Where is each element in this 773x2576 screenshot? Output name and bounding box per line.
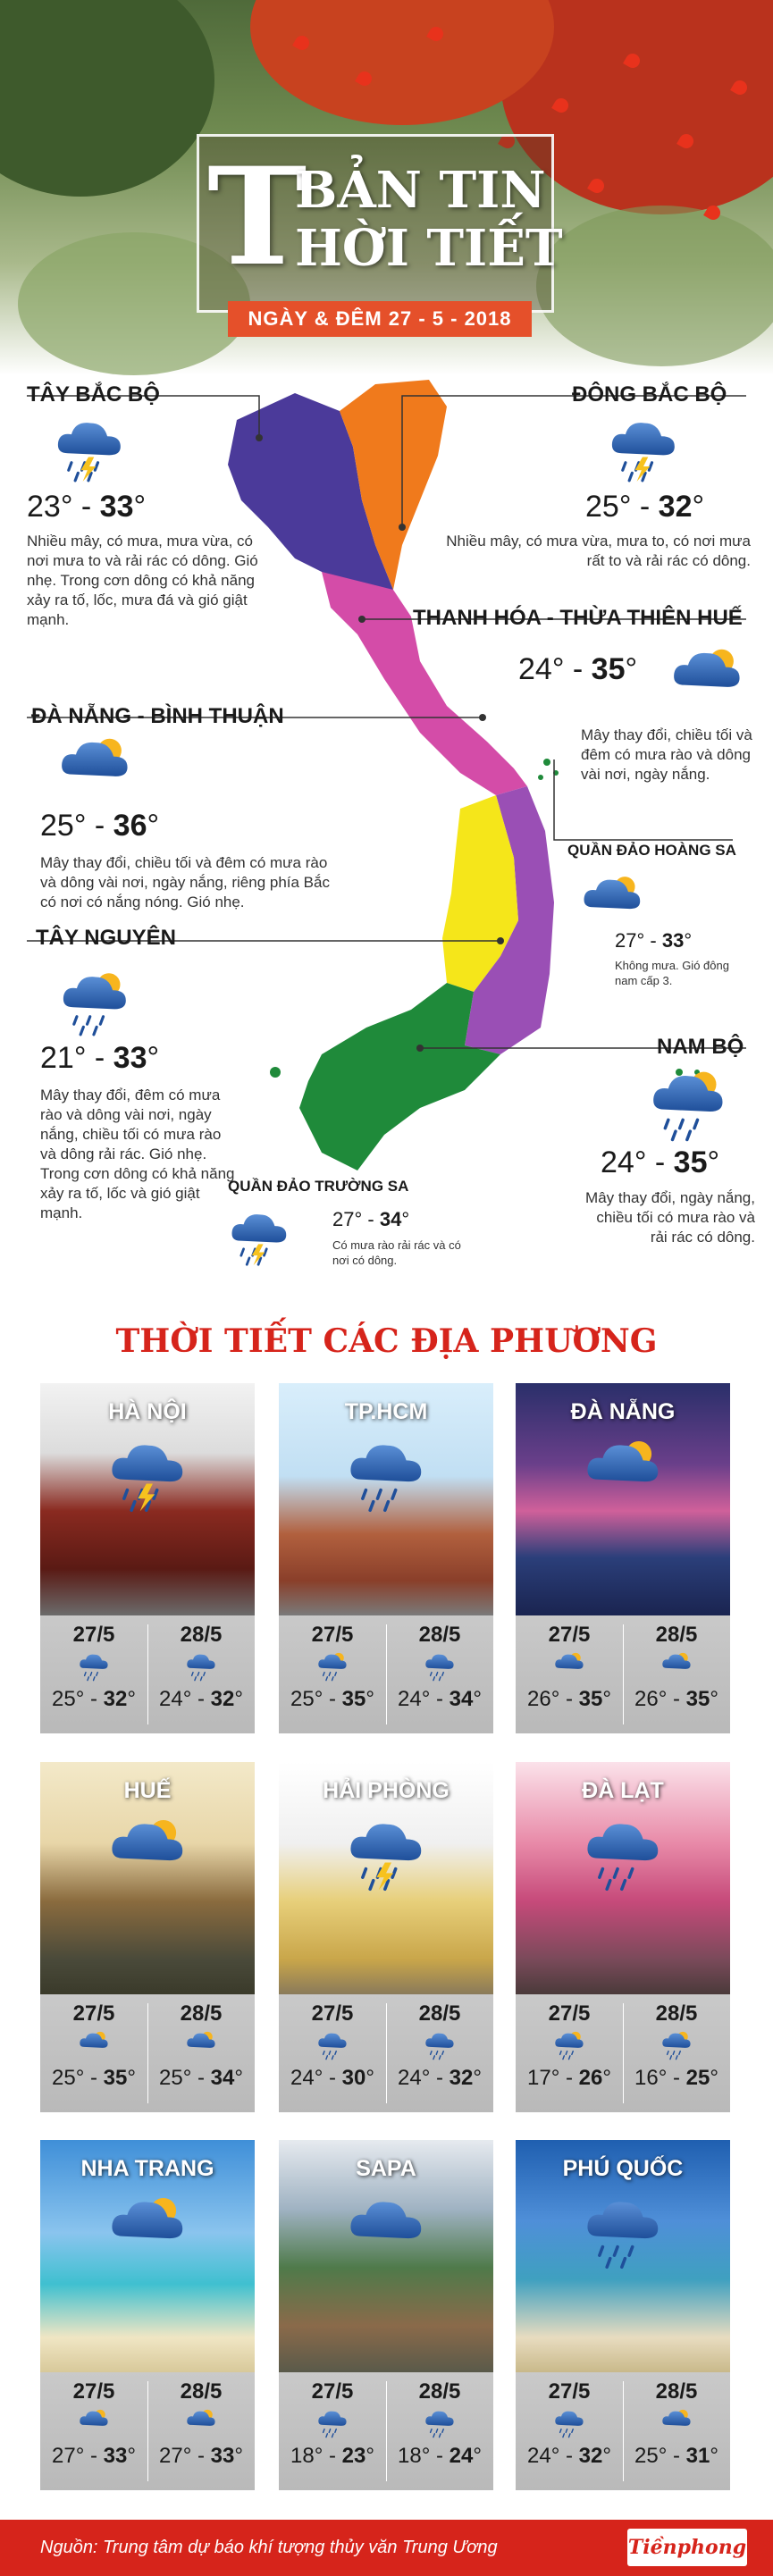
- forecast-day: [40, 2379, 147, 2469]
- forecast-date: 27/5: [311, 1623, 354, 1647]
- forecast-day: [516, 1623, 623, 1712]
- city-name: SAPA: [356, 2156, 416, 2181]
- forecast-panel: [516, 1994, 730, 2112]
- forecast-day: [623, 2001, 730, 2091]
- city-name: TP.HCM: [344, 1399, 428, 1424]
- desc-truong-sa: Có mưa rào rải rác và có nơi có dông.: [332, 1238, 461, 1267]
- title-line-1: BẢN TIN: [295, 161, 546, 220]
- forecast-icon-holder: [183, 2408, 219, 2438]
- temp-truong-sa: 27° - 34°: [332, 1208, 410, 1230]
- rain-cloud-icon: [315, 2030, 350, 2060]
- forecast-day: [40, 2001, 147, 2091]
- forecast-temp: 24° - 32°: [527, 2444, 611, 2468]
- storm-cloud-icon: [347, 1816, 425, 1892]
- city-card: [279, 1383, 493, 1733]
- forecast-temp: 24° - 32°: [398, 2066, 482, 2090]
- map-marker: [358, 616, 365, 623]
- forecast-date: 28/5: [418, 2001, 461, 2026]
- rain-cloud-icon: [347, 1437, 425, 1514]
- forecast-day: [147, 2001, 255, 2091]
- forecast-icon-holder: [659, 2408, 694, 2438]
- paracel-island: [543, 759, 550, 766]
- city-name: NHA TRANG: [80, 2156, 214, 2181]
- storm-cloud-icon: [108, 1437, 187, 1514]
- city-card: [40, 1383, 255, 1733]
- city-card: [40, 2140, 255, 2490]
- forecast-icon-holder: [659, 2030, 694, 2060]
- forecast-day: [386, 1623, 493, 1712]
- forecast-date: 28/5: [655, 2379, 698, 2404]
- map-marker: [479, 714, 486, 721]
- forecast-day: [279, 2001, 386, 2091]
- region-title-hoang-sa: QUẦN ĐẢO HOÀNG SA: [567, 842, 736, 859]
- forecast-day: [40, 1623, 147, 1712]
- desc-nam-bo: Mây thay đổi, ngày nắng, chiều tối có mưa rào và rải rác có dông.: [585, 1189, 755, 1246]
- forecast-date: 27/5: [548, 1623, 591, 1647]
- temp-thanh-hoa: 24° - 35°: [518, 652, 638, 686]
- storm-cloud-icon: [608, 415, 679, 483]
- forecast-temp: 18° - 24°: [398, 2444, 482, 2468]
- rain-cloud-icon: [422, 2408, 458, 2438]
- desc-dong-bac: Nhiều mây, có mưa vừa, mưa to, có nơi mưa rất to và rải rác có dông.: [446, 533, 751, 569]
- rain-cloud-sun-icon: [648, 1068, 728, 1143]
- region-title-truong-sa: QUẦN ĐẢO TRƯỜNG SA: [228, 1178, 409, 1195]
- forecast-day: [516, 2001, 623, 2091]
- forecast-temp: 25° - 31°: [634, 2444, 718, 2468]
- desc-da-nang: Mây thay đổi, chiều tối và đêm có mưa rào và dông vài nơi, ngày nắng, riêng phía Bắc có nơi có nắng nóng. Gió nhẹ.: [40, 854, 330, 910]
- desc-hoang-sa: Không mưa. Gió đông nam cấp 3.: [615, 959, 729, 987]
- forecast-date: 27/5: [72, 1623, 115, 1647]
- forecast-date: 28/5: [418, 2379, 461, 2404]
- city-name: HUẾ: [123, 1778, 172, 1803]
- forecast-panel: [40, 1615, 255, 1733]
- forecast-day: [279, 2379, 386, 2469]
- rain-cloud-icon: [422, 1651, 458, 1682]
- forecast-panel: [279, 1615, 493, 1733]
- forecast-date: 28/5: [180, 1623, 223, 1647]
- forecast-temp: 24° - 32°: [159, 1687, 243, 1711]
- forecast-icon-holder: [551, 1651, 587, 1682]
- forecast-day: [623, 1623, 730, 1712]
- forecast-panel: [516, 1615, 730, 1733]
- tienphong-logo: Tiềnphong: [627, 2529, 747, 2566]
- rain-cloud-sun-icon: [315, 1651, 350, 1682]
- forecast-day: [279, 1623, 386, 1712]
- forecast-temp: 25° - 35°: [52, 2066, 136, 2090]
- forecast-icon-holder: [551, 2408, 587, 2438]
- partly-cloudy-icon: [584, 1437, 662, 1514]
- forecast-day: [516, 2379, 623, 2469]
- forecast-temp: 24° - 34°: [398, 1687, 482, 1711]
- partly-cloudy-icon: [58, 733, 131, 786]
- forecast-date: 28/5: [418, 1623, 461, 1647]
- forecast-date: 28/5: [655, 1623, 698, 1647]
- footer-bar: [0, 2520, 773, 2576]
- date-band: NGÀY & ĐÊM 27 - 5 - 2018: [228, 301, 532, 337]
- forecast-panel: [40, 2372, 255, 2490]
- forecast-temp: 24° - 30°: [290, 2066, 374, 2090]
- forecast-icon-holder: [551, 2030, 587, 2060]
- region-title-tay-bac: TÂY BẮC BỘ: [27, 382, 160, 407]
- rain-cloud-icon: [551, 2408, 587, 2438]
- forecast-icon-holder: [76, 2030, 112, 2060]
- forecast-date: 28/5: [180, 2379, 223, 2404]
- temp-da-nang: 25° - 36°: [40, 809, 160, 843]
- region-title-thanh-hoa: THANH HÓA - THỪA THIÊN HUẾ: [413, 606, 743, 630]
- forecast-icon-holder: [422, 2408, 458, 2438]
- temp-nam-bo: 24° - 35°: [601, 1145, 720, 1179]
- forecast-temp: 17° - 26°: [527, 2066, 611, 2090]
- city-card: [279, 2140, 493, 2490]
- partly-cloudy-icon: [581, 871, 643, 918]
- temp-hoang-sa: 27° - 33°: [615, 929, 693, 952]
- forecast-icon-holder: [315, 1651, 350, 1682]
- forecast-day: [147, 1623, 255, 1712]
- desc-tay-bac: Nhiều mây, có mưa, mưa vừa, có nơi mưa to và rải rác có dông. Gió nhẹ. Trong cơn dông có khả năng xảy ra tố, lốc, mưa đá và gió giật mạnh.: [27, 533, 258, 628]
- forecast-panel: [516, 2372, 730, 2490]
- title-line-2: HỜI TIẾT: [295, 219, 563, 278]
- partly-cloudy-icon: [183, 2408, 219, 2438]
- city-card: [516, 1762, 730, 2112]
- region-title-nam-bo: NAM BỘ: [657, 1035, 744, 1059]
- forecast-day: [386, 2001, 493, 2091]
- partly-cloudy-icon: [108, 1816, 187, 1892]
- forecast-temp: 27° - 33°: [52, 2444, 136, 2468]
- forecast-icon-holder: [422, 1651, 458, 1682]
- forecast-date: 28/5: [180, 2001, 223, 2026]
- map-marker: [399, 524, 406, 531]
- forecast-panel: [279, 2372, 493, 2490]
- map-marker: [256, 434, 263, 441]
- forecast-temp: 25° - 35°: [290, 1687, 374, 1711]
- forecast-icon-holder: [422, 2030, 458, 2060]
- forecast-day: [386, 2379, 493, 2469]
- forecast-day: [147, 2379, 255, 2469]
- rain-cloud-sun-icon: [551, 2030, 587, 2060]
- forecast-temp: 26° - 35°: [527, 1687, 611, 1711]
- region-title-da-nang: ĐÀ NẴNG - BÌNH THUẬN: [31, 704, 284, 728]
- paracel-island: [538, 775, 543, 780]
- temp-dong-bac: 25° - 32°: [585, 490, 705, 524]
- forecast-date: 28/5: [655, 2001, 698, 2026]
- partly-cloudy-icon: [670, 643, 744, 697]
- rain-cloud-icon: [315, 2408, 350, 2438]
- forecast-icon-holder: [76, 1651, 112, 1682]
- rain-cloud-sun-icon: [659, 2030, 694, 2060]
- forecast-date: 27/5: [72, 2379, 115, 2404]
- city-card: [516, 2140, 730, 2490]
- forecast-temp: 25° - 34°: [159, 2066, 243, 2090]
- storm-cloud-icon: [228, 1208, 290, 1267]
- rain-cloud-icon: [584, 1816, 662, 1892]
- rain-cloud-sun-icon: [58, 969, 131, 1037]
- source-credit: Nguồn: Trung tâm dự báo khí tượng thủy văn Trung Ương: [40, 2538, 498, 2557]
- rain-cloud-icon: [183, 1651, 219, 1682]
- forecast-date: 27/5: [311, 2379, 354, 2404]
- local-forecast-title: THỜI TIẾT CÁC ĐỊA PHƯƠNG: [115, 1322, 658, 1360]
- map-marker: [497, 937, 504, 944]
- forecast-temp: 16° - 25°: [634, 2066, 718, 2090]
- partly-cloudy-icon: [183, 2030, 219, 2060]
- forecast-icon-holder: [183, 1651, 219, 1682]
- forecast-date: 27/5: [548, 2379, 591, 2404]
- tree-foliage: [0, 0, 214, 197]
- forecast-panel: [40, 1994, 255, 2112]
- forecast-icon-holder: [315, 2030, 350, 2060]
- partly-cloudy-icon: [551, 1651, 587, 1682]
- title-initial: T: [207, 138, 307, 296]
- forecast-panel: [279, 1994, 493, 2112]
- city-name: ĐÀ NẴNG: [570, 1399, 676, 1424]
- forecast-temp: 25° - 32°: [52, 1687, 136, 1711]
- partly-cloudy-icon: [659, 1651, 694, 1682]
- region-south: [299, 983, 500, 1171]
- region-title-dong-bac: ĐÔNG BẮC BỘ: [572, 382, 727, 407]
- city-name: HÀ NỘI: [108, 1399, 187, 1424]
- partly-cloudy-icon: [108, 2194, 187, 2270]
- forecast-day: [623, 2379, 730, 2469]
- temp-tay-nguyen: 21° - 33°: [40, 1041, 160, 1075]
- region-title-tay-nguyen: TÂY NGUYÊN: [36, 926, 176, 950]
- forecast-temp: 18° - 23°: [290, 2444, 374, 2468]
- forecast-date: 27/5: [72, 2001, 115, 2026]
- city-name: HẢI PHÒNG: [323, 1778, 450, 1803]
- forecast-date: 27/5: [311, 2001, 354, 2026]
- desc-thanh-hoa: Mây thay đổi, chiều tối và đêm có mưa rào và dông vài nơi, ngày nắng.: [581, 726, 752, 783]
- forecast-icon-holder: [183, 2030, 219, 2060]
- city-name: PHÚ QUỐC: [562, 2156, 684, 2181]
- partly-cloudy-icon: [659, 2408, 694, 2438]
- desc-tay-nguyen: Mây thay đổi, đêm có mưa rào và dông vài nơi, ngày nắng, chiều tối có mưa rào và dông rải rác. Gió nhẹ. Trong cơn dông có khả năng xảy ra tố, lốc và gió giật mạnh.: [40, 1087, 235, 1221]
- rain-cloud-icon: [422, 2030, 458, 2060]
- cloud-icon: [347, 2194, 425, 2270]
- partly-cloudy-icon: [76, 2030, 112, 2060]
- phu-quoc-island: [270, 1067, 281, 1078]
- city-card: [279, 1762, 493, 2112]
- forecast-icon-holder: [315, 2408, 350, 2438]
- temp-tay-bac: 23° - 33°: [27, 490, 147, 524]
- rain-cloud-icon: [76, 1651, 112, 1682]
- city-card: [40, 1762, 255, 2112]
- forecast-date: 27/5: [548, 2001, 591, 2026]
- rain-cloud-icon: [584, 2194, 662, 2270]
- forecast-icon-holder: [659, 1651, 694, 1682]
- forecast-icon-holder: [76, 2408, 112, 2438]
- city-name: ĐÀ LẠT: [582, 1778, 664, 1803]
- partly-cloudy-icon: [76, 2408, 112, 2438]
- storm-cloud-icon: [54, 415, 125, 483]
- city-card: [516, 1383, 730, 1733]
- map-marker: [416, 1045, 424, 1052]
- forecast-temp: 27° - 33°: [159, 2444, 243, 2468]
- lawn: [536, 206, 773, 366]
- forecast-temp: 26° - 35°: [634, 1687, 718, 1711]
